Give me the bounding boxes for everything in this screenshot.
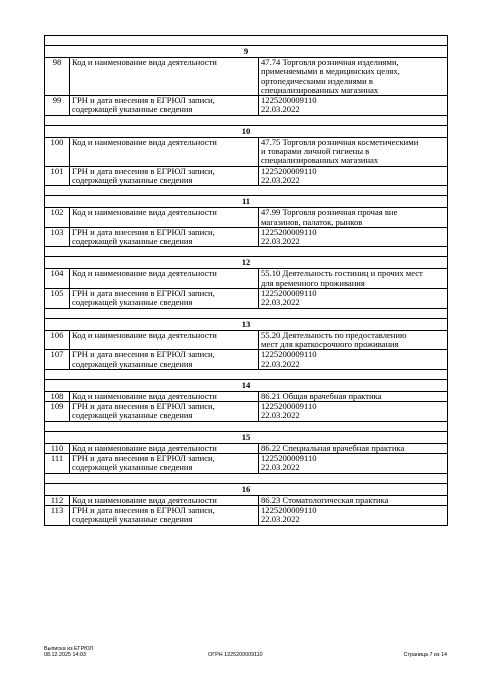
field-value-line: магазинов, палаток, рынков: [261, 216, 363, 227]
row-number: 99: [45, 96, 70, 116]
field-value-line: 22.03.2022: [261, 462, 300, 473]
section-number: 16: [45, 483, 448, 495]
footer-ogrn: ОГРН 1225200009110: [208, 652, 263, 658]
field-value-line: 86.21 Общая врачебная практика: [261, 390, 382, 401]
row-number: 102: [45, 208, 70, 228]
row-number: 104: [45, 269, 70, 289]
field-label: Код и наименование вида деятельности: [70, 58, 259, 96]
table-row: [45, 227, 448, 247]
section-header-row: [45, 483, 448, 495]
spacer-cell: [45, 115, 448, 125]
spacer-cell: [45, 36, 448, 46]
field-label: ГРН и дата внесения в ЕГРЮЛ записи, содержащей указанные сведения: [70, 454, 259, 474]
field-value: [259, 166, 448, 186]
footer-title: Выписка из ЕГРЮЛ: [44, 646, 93, 652]
section-header-row: [45, 257, 448, 269]
field-value-line: 22.03.2022: [261, 514, 300, 525]
field-label: Код и наименование вида деятельности: [70, 269, 259, 289]
table-row: [45, 137, 448, 166]
section-header-row: [45, 46, 448, 58]
row-number: 112: [45, 495, 70, 505]
table-row: [45, 166, 448, 186]
spacer-row: [45, 115, 448, 125]
row-number: 107: [45, 350, 70, 370]
row-number: 109: [45, 402, 70, 422]
field-value: [259, 505, 448, 525]
field-value: [259, 443, 448, 453]
field-value-line: 1225200009110: [261, 165, 317, 176]
field-value-line: 1225200009110: [261, 401, 317, 412]
field-value-line: мест для краткосрочного проживания: [261, 338, 399, 349]
field-value-line: 1225200009110: [261, 288, 317, 299]
table-row: [45, 402, 448, 422]
row-number: 113: [45, 505, 70, 525]
field-value-line: 1225200009110: [261, 349, 317, 360]
field-value-line: 22.03.2022: [261, 104, 300, 115]
field-value-line: 1225200009110: [261, 504, 317, 515]
spacer-row: [45, 186, 448, 196]
table-row: [45, 208, 448, 228]
field-value-line: 55.10 Деятельность гостиниц и прочих мест: [261, 268, 423, 279]
field-label: Код и наименование вида деятельности: [70, 137, 259, 166]
field-label: ГРН и дата внесения в ЕГРЮЛ записи, содержащей указанные сведения: [70, 289, 259, 309]
field-value-line: ортопедическими изделиями в: [261, 75, 373, 86]
field-value-line: 1225200009110: [261, 226, 317, 237]
field-value: [259, 330, 448, 350]
field-value: [259, 391, 448, 401]
field-value-line: 47.75 Торговля розничная косметическими: [261, 136, 419, 147]
section-number: 15: [45, 431, 448, 443]
section-header-row: [45, 379, 448, 391]
row-number: 108: [45, 391, 70, 401]
spacer-row: [45, 36, 448, 46]
field-value: [259, 58, 448, 96]
field-label: Код и наименование вида деятельности: [70, 443, 259, 453]
row-number: 100: [45, 137, 70, 166]
section-number: 13: [45, 318, 448, 330]
table-row: [45, 96, 448, 116]
section-header-row: [45, 196, 448, 208]
field-label: ГРН и дата внесения в ЕГРЮЛ записи, содержащей указанные сведения: [70, 227, 259, 247]
table-row: [45, 269, 448, 289]
row-number: 98: [45, 58, 70, 96]
field-value: [259, 96, 448, 116]
row-number: 105: [45, 289, 70, 309]
row-number: 101: [45, 166, 70, 186]
section-number: 12: [45, 257, 448, 269]
footer-extract-info: [44, 646, 93, 659]
field-label: Код и наименование вида деятельности: [70, 208, 259, 228]
field-value-line: применяемыми в медицинских целях,: [261, 66, 400, 77]
row-number: 103: [45, 227, 70, 247]
registry-table: [44, 35, 448, 526]
field-value-line: 86.22 Специальная врачебная практика: [261, 442, 405, 453]
table-row: [45, 443, 448, 453]
section-number: 11: [45, 196, 448, 208]
field-label: Код и наименование вида деятельности: [70, 495, 259, 505]
field-value-line: 1225200009110: [261, 453, 317, 464]
row-number: 110: [45, 443, 70, 453]
row-number: 106: [45, 330, 70, 350]
field-value-line: 1225200009110: [261, 95, 317, 106]
table-row: [45, 505, 448, 525]
spacer-cell: [45, 369, 448, 379]
field-value: [259, 137, 448, 166]
field-label: ГРН и дата внесения в ЕГРЮЛ записи, содержащей указанные сведения: [70, 96, 259, 116]
field-value: [259, 350, 448, 370]
section-header-row: [45, 318, 448, 330]
table-row: [45, 391, 448, 401]
spacer-cell: [45, 247, 448, 257]
field-value: [259, 208, 448, 228]
field-label: Код и наименование вида деятельности: [70, 391, 259, 401]
field-value: [259, 289, 448, 309]
spacer-cell: [45, 308, 448, 318]
field-value-line: специализированных магазинах: [261, 84, 379, 95]
spacer-row: [45, 369, 448, 379]
field-label: ГРН и дата внесения в ЕГРЮЛ записи, содержащей указанные сведения: [70, 166, 259, 186]
field-value-line: 22.03.2022: [261, 174, 300, 185]
registry-table-body: [45, 36, 448, 526]
spacer-row: [45, 247, 448, 257]
field-value-line: и товарами личной гигиены в: [261, 146, 370, 157]
spacer-cell: [45, 421, 448, 431]
field-value-line: 22.03.2022: [261, 297, 300, 308]
table-row: [45, 495, 448, 505]
section-number: 10: [45, 125, 448, 137]
field-value-line: для временного проживания: [261, 277, 365, 288]
field-value-line: специализированных магазинах: [261, 155, 379, 166]
footer-datetime: 08.12.2025 14:03: [44, 652, 86, 659]
spacer-row: [45, 473, 448, 483]
table-row: [45, 454, 448, 474]
field-value-line: 22.03.2022: [261, 358, 300, 369]
field-value: [259, 269, 448, 289]
row-number: 111: [45, 454, 70, 474]
field-label: Код и наименование вида деятельности: [70, 330, 259, 350]
field-label: ГРН и дата внесения в ЕГРЮЛ записи, содержащей указанные сведения: [70, 350, 259, 370]
field-value: [259, 454, 448, 474]
spacer-cell: [45, 186, 448, 196]
section-number: 9: [45, 46, 448, 58]
field-value-line: 47.74 Торговля розничная изделиями,: [261, 57, 399, 67]
table-row: [45, 289, 448, 309]
table-row: [45, 350, 448, 370]
field-value-line: 86.23 Стоматологическая практика: [261, 494, 389, 505]
field-value-line: 55.20 Деятельность по предоставлению: [261, 329, 407, 340]
table-row: [45, 330, 448, 350]
table-row: [45, 58, 448, 96]
section-header-row: [45, 431, 448, 443]
footer-page-number: Страница 7 из 14: [403, 652, 447, 658]
field-label: ГРН и дата внесения в ЕГРЮЛ записи, содержащей указанные сведения: [70, 505, 259, 525]
field-value-line: 22.03.2022: [261, 410, 300, 421]
section-header-row: [45, 125, 448, 137]
field-value-line: 22.03.2022: [261, 236, 300, 247]
section-number: 14: [45, 379, 448, 391]
field-value: [259, 227, 448, 247]
spacer-row: [45, 421, 448, 431]
spacer-row: [45, 308, 448, 318]
field-value: [259, 495, 448, 505]
field-value: [259, 402, 448, 422]
field-value-line: 47.99 Торговля розничная прочая вне: [261, 207, 398, 218]
field-label: ГРН и дата внесения в ЕГРЮЛ записи, содержащей указанные сведения: [70, 402, 259, 422]
spacer-cell: [45, 473, 448, 483]
